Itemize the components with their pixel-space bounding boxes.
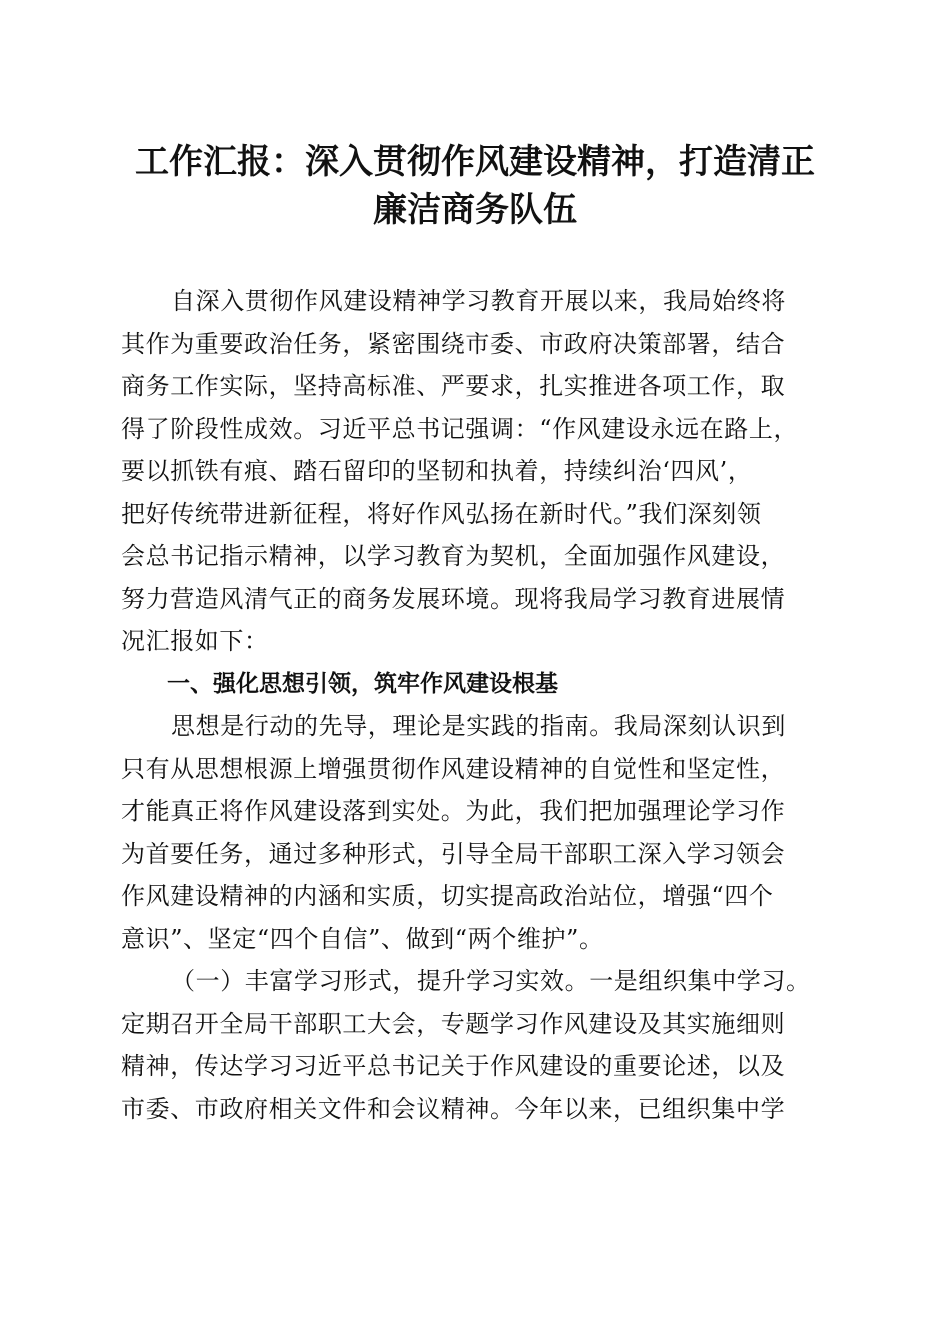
text-line: 会总书记指示精神，以学习教育为契机，全面加强作风建设，: [121, 542, 786, 570]
text-line: 精神，传达学习习近平总书记关于作风建设的重要论述，以及: [121, 1052, 786, 1080]
document-body: [121, 280, 833, 1130]
text-line: 定期召开全局干部职工大会，专题学习作风建设及其实施细则: [121, 1009, 786, 1038]
title-line-2: 廉洁商务队伍: [373, 190, 577, 230]
text-line: 意识”、坚定“四个自信”、做到“两个维护”。: [121, 924, 604, 953]
text-line: 把好传统带进新征程，将好作风弘扬在新时代。”我们深刻领: [121, 499, 762, 528]
text-line: 商务工作实际，坚持高标准、严要求，扎实推进各项工作，取: [121, 372, 786, 400]
text-line: 况汇报如下：: [121, 627, 269, 655]
intro-paragraph: [121, 280, 833, 663]
document-title: [110, 138, 840, 234]
text-line: 要以抓铁有痕、踏石留印的坚韧和执着，持续纠治‘四风’，: [121, 457, 753, 485]
text-line: 作风建设精神的内涵和实质，切实提高政治站位，增强“四个: [121, 882, 774, 910]
section-1-paragraph: [121, 705, 833, 960]
text-line: 努力营造风清气正的商务发展环境。现将我局学习教育进展情: [121, 584, 786, 613]
text-line: 才能真正将作风建设落到实处。为此，我们把加强理论学习作: [121, 797, 786, 825]
text-line: 思想是行动的先导，理论是实践的指南。我局深刻认识到: [171, 712, 786, 740]
title-line-1: 工作汇报：深入贯彻作风建设精神，打造清正: [135, 142, 815, 182]
text-line: 只有从思想根源上增强贯彻作风建设精神的自觉性和坚定性，: [121, 754, 786, 783]
text-line: 自深入贯彻作风建设精神学习教育开展以来，我局始终将: [171, 287, 786, 315]
text-line: 为首要任务，通过多种形式，引导全局干部职工深入学习领会: [121, 839, 786, 868]
text-line: 其作为重要政治任务，紧密围绕市委、市政府决策部署，结合: [121, 329, 786, 358]
text-line: 得了阶段性成效。习近平总书记强调：“作风建设永远在路上，: [121, 414, 799, 443]
section-1-heading: 一、强化思想引领，筑牢作风建设根基: [167, 670, 558, 697]
text-line: （一）丰富学习形式，提升学习实效。一是组织集中学习。: [171, 967, 811, 995]
subsection-1-paragraph: [121, 960, 833, 1130]
text-line: 市委、市政府相关文件和会议精神。今年以来，已组织集中学: [121, 1094, 786, 1123]
